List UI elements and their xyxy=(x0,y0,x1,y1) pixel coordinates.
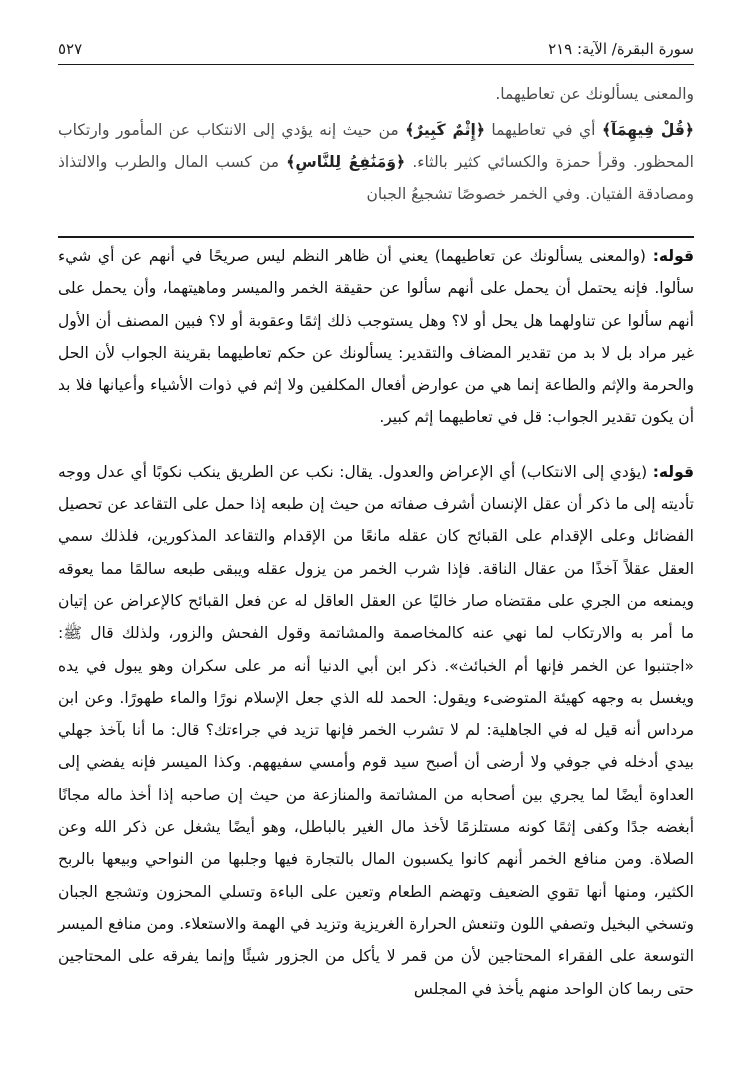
commentary-quote-2: (يؤدي إلى الانتكاب) xyxy=(520,462,653,481)
commentary-quote-1: (والمعنى يسألونك عن تعاطيهما) xyxy=(434,247,653,265)
header-divider xyxy=(58,64,694,65)
tafsir-text-2: من حيث إنه يؤدي إلى الانتكاب عن المأمور وارتكاب المحظور. وقرأ حمزة والكسائي كثير بالثاء. xyxy=(58,121,694,171)
commentary-paragraph-1 xyxy=(58,240,694,434)
quran-phrase-2: ﴿إِثْمٌ كَبِيرٌ﴾ xyxy=(405,121,485,139)
tafsir-text-3: من كسب المال والطرب والالتذاذ ومصادقة الفتيان. وفي الخمر خصوصًا تشجيعُ الجبان xyxy=(58,153,694,203)
tafsir-text-block xyxy=(58,78,694,210)
page-number: ٥٢٧ xyxy=(58,40,83,58)
quran-phrase-1: ﴿قُلْ فِيهِمَآ﴾ xyxy=(601,121,694,139)
surah-title: سورة البقرة/ الآية: ٢١٩ xyxy=(548,40,694,58)
page-header xyxy=(58,38,694,60)
commentary-divider xyxy=(58,236,694,238)
commentary-block xyxy=(58,240,694,1005)
commentary-text-2: أي الإعراض والعدول. يقال: نكب عن الطريق ينكب نكوبًا أي عدل ووجه تأديته إلى ما ذكر أن عقل الإنسان أشرف صفاته من حيث إن طبعه إذا حمل على التقاعد عن تحصيل الفضائل وعلى الإقدام على القبائح كان عقله مانعًا من الإقدام والتقاعد المذكورين، فلذلك سمي العقل عقلاً آخذًا من عقال الناقة. فإذا شرب الخمر من يزول عقله ويبقى طبعه سالمًا مما يعوقه ويمنعه من الجري على مقتضاه صار خاليًا عن العقل العاقل له عن فعل القبائح كالإعراض عن إتيان ما أمر به والارتكاب لما نهي عنه كالمخاصمة والمشاتمة وقول الفحش والزور، ولذلك قال ﷺ: «اجتنبوا عن الخمر فإنها أم الخبائث». ذكر ابن أبي الدنيا أنه مر على سكران وهو يبول في يده ويغسل به وجهه كهيئة المتوضىء ويقول: الحمد لله الذي جعل الإسلام نورًا والماء طهورًا. وعن ابن مرداس أنه قيل له في الجاهلية: لم لا تشرب الخمر فإنها تزيد في جراءتك؟ قال: ما أنا بآخذ جهلي بيدي أدخله في جوفي ولا أرضى أن أصبح سيد قوم وأمسي سفيههم. وكذا الميسر فإنه يفضي إلى العداوة أيضًا لما يجري بين أصحابه من المشاتمة والمنازعة من حيث إن صاحبه إذا أخذ ماله مجانًا أبغضه جدًا وكفى إثمًا كونه مستلزمًا لأخذ مال الغير بالباطل، وهو أيضًا يشغل عن ذكر الله وعن الصلاة. ومن منافع الخمر أنهم كانوا يكسبون المال بالتجارة فيها وجلبها من النواحي وبيعها بالربح الكثير، ومنها أنها تقوي الضعيف وتهضم الطعام وتعين على الباءة وتسلي المحزون وتشجع الجبان وتسخي البخيل وتصفي اللون وتنعش الحرارة الغريزية وتزيد في الهمة والاستعلاء. ومن منافع الميسر التوسعة على الفقراء المحتاجين لأن من قمر لا يأكل من الجزور شيئًا وإنما يفرقه على المحتاجين حتى ربما كان الواحد منهم يأخذ في المجلس xyxy=(58,462,694,998)
tafsir-intro: والمعنى يسألونك عن تعاطيهما. xyxy=(495,85,694,103)
tafsir-text-1: أي في تعاطيهما xyxy=(484,121,602,139)
quran-phrase-3: ﴿وَمَنَٰفِعُ لِلنَّاسِ﴾ xyxy=(286,153,406,171)
commentary-text-1: يعني أن ظاهر النظم ليس صريحًا في أنهم عن أي شيء سألوا. فإنه يحتمل أن يحمل على أنهم سألوا عن حقيقة الخمر والميسر وماهيتهما، وأن يحمل على أنهم سألوا عن تناولهما هل يحل أو لا؟ وهل يستوجب ذلك إثمًا وعقوبة أو لا؟ فبين المصنف أن الأول غير مراد بل لا بد من تقدير المضاف والتقدير: يسألونك عن حكم تعاطيهما بقرينة الجواب لأن الحل والحرمة والإثم والطاعة إنما هي من عوارض أفعال المكلفين ولا إثم في ذوات الأشياء وأعيانها فلا بد أن يكون تقدير الجواب: قل في تعاطيهما إثم كبير. xyxy=(58,247,694,427)
commentary-paragraph-2 xyxy=(58,456,694,1005)
commentary-label-1: قوله: xyxy=(652,247,694,265)
commentary-label-2: قوله: xyxy=(652,462,694,481)
tafsir-paragraph xyxy=(58,114,694,210)
